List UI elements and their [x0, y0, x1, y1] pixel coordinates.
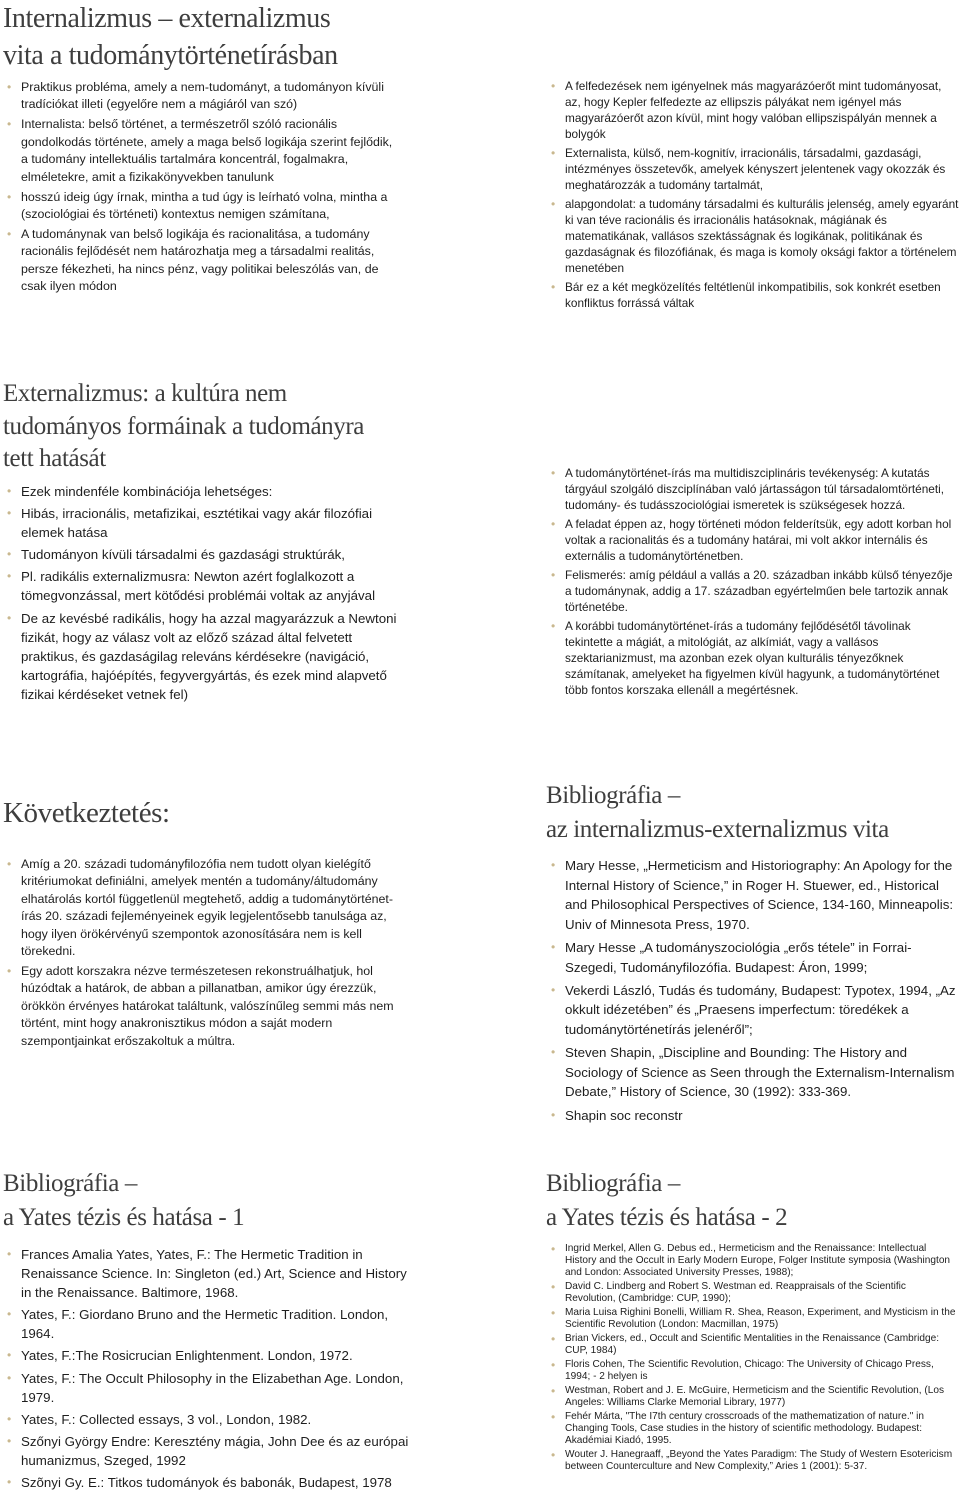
- list-item: • hosszú ideig úgy írnak, mintha a tud úgy is leírható volna, mintha a (szociológiai és történeti) kontextus nemigen számítana,: [5, 189, 400, 224]
- list-item: • Bár ez a két megközelítés feltétlenül inkompatibilis, sok konkrét esetben konfliktus forrássá váltak: [549, 279, 959, 311]
- slide2-left-list: [5, 482, 405, 707]
- slide5-title-line: a Yates tézis és hatása - 1: [3, 1204, 245, 1231]
- list-item: • Yates, F.: Giordano Bruno and the Hermetic Tradition. London, 1964.: [5, 1305, 410, 1343]
- list-item: • Fehér Márta, "The I7th century crosscroads of the mathematization of nature." in Changing Tools, Case studies in the history of scientific methodology. Budapest: Akadémiai Kiadó, 1995.: [549, 1411, 959, 1447]
- slide1-left-list: [5, 79, 400, 298]
- list-item: • A korábbi tudománytörténet-írás a tudomány fejlődésétől távolinak tekintette a mágiát, a mitológiát, az alkímiát, vagy a vallásos szektarianizmust, ma azonban ezek olyan kulturális tényezőknek számítanak, amelyeket ha figyelmen kívül hagyunk, a tudománytörténet több fontos korszaka ellenáll a megértésnek.: [549, 618, 957, 698]
- list-item: • Amíg a 20. századi tudományfilozófia nem tudott olyan kielégítő kritériumokat definiálni, amelyek mentén a tudomány/áltudomány elhatárolás kortól függetlenül megtehető, addig a tudománytörténet-írás 20. századi fejleményeinek egyik legjelentősebb tanulsága az, hogy ilyen örökérvényű szempontok azonosítására nem is kell törekedni.: [5, 856, 405, 960]
- slide4-title-line: az internalizmus-externalizmus vita: [546, 816, 889, 843]
- list-item: • Yates, F.: Collected essays, 3 vol., London, 1982.: [5, 1410, 410, 1429]
- list-item: • Internalista: belső történet, a természetről szóló racionális gondolkodás története, amely a maga belső logikája szerint fejlődik, a tudomány intellektuális tartalmára koncentrál, fogalmakra, elméletekre, amit a fizikakönyvekben tanulunk: [5, 116, 400, 186]
- slide1-right-list: [549, 78, 959, 314]
- slide6-list: [549, 1243, 959, 1475]
- list-item: • Praktikus probléma, amely a nem-tudományt, a tudományon kívüli tradíciókat illeti (egyelőre nem a mágiáról van szó): [5, 79, 400, 114]
- slide5-list: [5, 1245, 410, 1495]
- list-item: • Floris Cohen, The Scientific Revolution, Chicago: The University of Chicago Press, 1994; - 2 helyen is: [549, 1359, 959, 1383]
- list-item: • Yates, F.:The Rosicrucian Enlightenment. London, 1972.: [5, 1346, 410, 1365]
- list-item: • Szõnyi Gy. E.: Titkos tudományok és babonák, Budapest, 1978: [5, 1473, 410, 1492]
- list-item: • Steven Shapin, „Discipline and Bounding: The History and Sociology of Science as Seen through the Externalism-Internalism Debate,” History of Science, 30 (1992): 333-369.: [549, 1043, 960, 1102]
- list-item: • Ezek mindenféle kombinációja lehetséges:: [5, 482, 405, 501]
- slide2-title: [3, 378, 423, 476]
- list-item: • Brian Vickers, ed., Occult and Scientific Mentalities in the Renaissance (Cambridge: CUP, 1984): [549, 1333, 959, 1357]
- list-item: • A feladat éppen az, hogy történeti módon felderítsük, egy adott korban hol voltak a racionalitás és a tudomány határai, mi volt akkor internális és externális a tudománytörténetben.: [549, 516, 957, 564]
- list-item: • Szőnyi György Endre: Keresztény mágia, John Dee és az európai humanizmus, Szeged, 1992: [5, 1432, 410, 1470]
- slide1-title-line: Internalizmus – externalizmus: [3, 3, 331, 34]
- slide3-title: [3, 794, 423, 832]
- slide1-title-line: vita a tudománytörténetírásban: [3, 40, 338, 71]
- list-item: • A tudománynak van belső logikája és racionalitása, a tudomány racionális fejlődését nem határozhatja meg a társadalmi realitás, persze fékezheti, ha nincs pénz, vagy politikai beleszólás van, de csak ilyen módon: [5, 226, 400, 296]
- slide3-list: [5, 856, 405, 1053]
- slide6-title-line: Bibliográfia –: [546, 1170, 680, 1197]
- list-item: • Mary Hesse, „Hermeticism and Historiography: An Apology for the Internal History of Science,” in Roger H. Stuewer, ed., Historical and Philosophical Perspectives of Science, 134-160, Minneapolis: Univ of Minnesota Press, 1970.: [549, 856, 960, 934]
- list-item: • Externalista, külső, nem-kognitív, irracionális, társadalmi, gazdasági, intézményes összetevők, amelyek kényszert jelentenek vagy okozzák és meghatározzák a tudomány tartalmát,: [549, 145, 959, 193]
- list-item: • Tudományon kívüli társadalmi és gazdasági struktúrák,: [5, 545, 405, 564]
- list-item: • Yates, F.: The Occult Philosophy in the Elizabethan Age. London, 1979.: [5, 1369, 410, 1407]
- list-item: • Westman, Robert and J. E. McGuire, Hermeticism and the Scientific Revolution, (Los Angeles: Williams Clarke Memorial Library, 1977): [549, 1385, 959, 1409]
- slide4-title-line: Bibliográfia –: [546, 782, 680, 809]
- slide4-title: [546, 779, 960, 847]
- list-item: • Frances Amalia Yates, Yates, F.: The Hermetic Tradition in Renaissance Science. In: Singleton (ed.) Art, Science and History in the Renaissance. Baltimore, 1968.: [5, 1245, 410, 1302]
- list-item: • Hibás, irracionális, metafizikai, esztétikai vagy akár filozófiai elemek hatása: [5, 504, 405, 542]
- list-item: • David C. Lindberg and Robert S. Westman ed. Reappraisals of the Scientific Revolution, (Cambridge: CUP, 1990);: [549, 1281, 959, 1305]
- list-item: • Maria Luisa Righini Bonelli, William R. Shea, Reason, Experiment, and Mysticism in the Scientific Revolution (London: Macmillan, 1975): [549, 1307, 959, 1331]
- slide1-title: [3, 0, 423, 74]
- list-item: • Egy adott korszakra nézve természetesen rekonstruálhatjuk, hol húzódtak a határok, de abban a pillanatban, amikor úgy érezzük, örökkön érvényes határokat találtunk, valószínűleg semmi más nem történt, mint hogy anakronisztikus módon a saját modern szempontjainkat erőszakoltuk a múltra.: [5, 963, 405, 1050]
- slide5-title: [3, 1167, 423, 1235]
- list-item: • Pl. radikális externalizmusra: Newton azért foglalkozott a tömegvonzással, mert kötődési problémái voltak az anyjával: [5, 567, 405, 605]
- slide3-title-line: Következtetés:: [3, 797, 170, 829]
- slide2-title-line: Externalizmus: a kultúra nem: [3, 380, 287, 407]
- list-item: • Shapin soc reconstr: [549, 1106, 960, 1126]
- list-item: • alapgondolat: a tudomány társadalmi és kulturális jelenség, amely egyaránt ki van téve racionális és irracionális hatásoknak, mágiának és matematikának, vallásos szektásságnak és logikának, politikának és gazdaságnak és filozófiának, és maga is komoly oksági faktor a történelem menetében: [549, 196, 959, 276]
- slide5-title-line: Bibliográfia –: [3, 1170, 137, 1197]
- list-item: • Mary Hesse „A tudományszociológia „erős tétele” in Forrai-Szegedi, Tudományfilozófia. Budapest: Áron, 1999;: [549, 938, 960, 977]
- slide6-title-line: a Yates tézis és hatása - 2: [546, 1204, 788, 1231]
- list-item: • Ingrid Merkel, Allen G. Debus ed., Hermeticism and the Renaissance: Intellectual History and the Occult in Early Modern Europe, Folger Institute symposia (Washington and London: Associated University Presses, 1988);: [549, 1243, 959, 1279]
- slide2-title-line: tudományos formáinak a tudományra: [3, 412, 365, 440]
- list-item: • A felfedezések nem igényelnek más magyarázóerőt mint tudományosat, az, hogy Kepler felfedezte az ellipszis pályákat nem igényel más magyarázóerőt azon kívül, mint hogy valóban ellipszispályán mennek a bolygók: [549, 78, 959, 142]
- list-item: • A tudománytörténet-írás ma multidiszciplináris tevékenység: A kutatás tárgyául szolgáló diszciplínában való jártasságon túl társadalomtörténeti, tudomány- és tudásszociológiai ismeretek is szükségesek hozzá.: [549, 465, 957, 513]
- list-item: • Vekerdi László, Tudás és tudomány, Budapest: Typotex, 1994, „Az okkult idézetében” és „Praesens imperfectum: töredékek a tudománytörténetírás jelenéről”;: [549, 981, 960, 1040]
- list-item: • De az kevésbé radikális, hogy ha azzal magyarázzuk a Newtoni fizikát, hogy az válasz volt az előző század által felvetett praktikus, és gazdaságilag releváns kérdésekre (navigáció, kartográfia, hajóépítés, fegyvergyártás, és ezek mind alapvető fizikai kérdéseket vetnek fel): [5, 609, 405, 704]
- slide6-title: [546, 1167, 960, 1235]
- slide2-right-list: [549, 465, 957, 701]
- slide2-title-line: tett hatását: [3, 445, 106, 472]
- slide4-list: [549, 856, 960, 1129]
- list-item: • Felismerés: amíg például a vallás a 20. században inkább külső tényezője a tudománynak, addig a 17. században egyértelműen bele tartozik annak történetébe.: [549, 567, 957, 615]
- list-item: • Wouter J. Hanegraaff, „Beyond the Yates Paradigm: The Study of Western Esotericism between Counterculture and New Complexity,” Aries 1 (2001): 5-37.: [549, 1449, 959, 1473]
